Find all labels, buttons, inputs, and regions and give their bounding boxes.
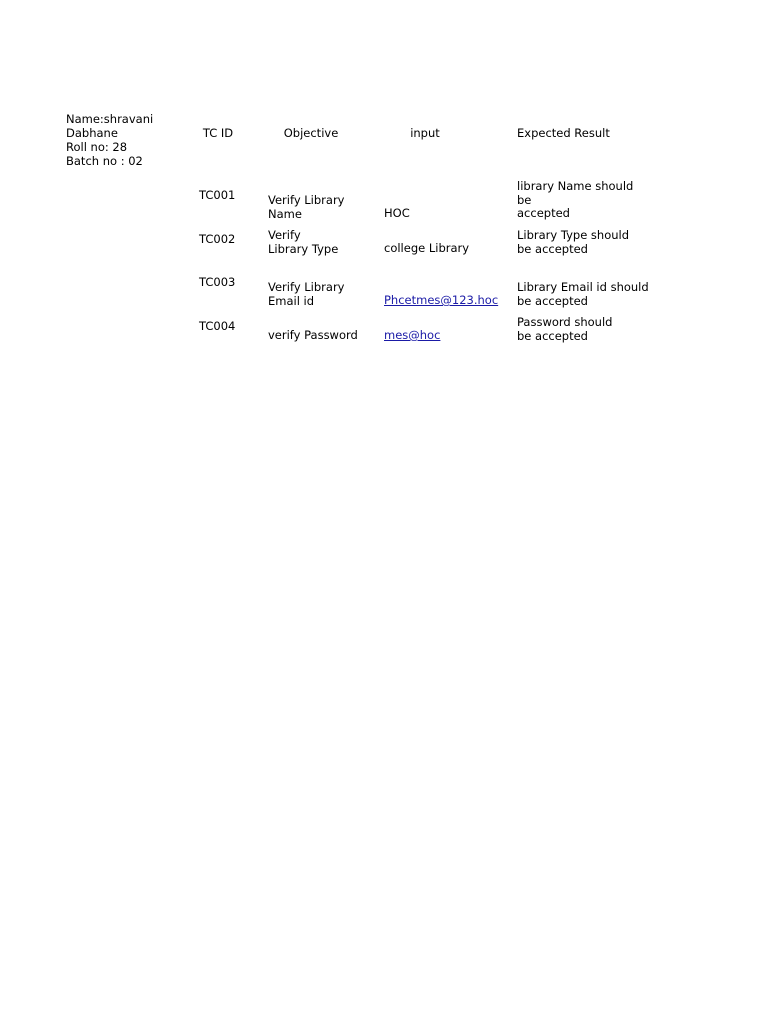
row1-tc-id: TC001 xyxy=(199,188,236,202)
header-input: input xyxy=(410,126,440,140)
row2-objective: Verify Library Type xyxy=(268,228,339,256)
student-name-line2: Dabhane xyxy=(66,126,118,140)
student-name-line1: Name:shravani xyxy=(66,112,154,126)
row3-tc-id: TC003 xyxy=(199,275,236,289)
header-objective: Objective xyxy=(283,126,339,140)
row3-input-email-link[interactable]: Phcetmes@123.hoc xyxy=(384,293,499,307)
row2-expected-result: Library Type should be accepted xyxy=(517,228,630,256)
row1-input: HOC xyxy=(384,206,410,220)
row4-tc-id: TC004 xyxy=(199,319,236,333)
row1-objective: Verify Library Name xyxy=(268,193,345,221)
header-expected-result: Expected Result xyxy=(517,126,610,140)
row4-expected-result: Password should be accepted xyxy=(517,315,613,343)
row1-expected-result: library Name should be accepted xyxy=(517,179,634,220)
row4-objective: verify Password xyxy=(268,328,358,342)
row2-input: college Library xyxy=(384,241,470,255)
row3-expected-result: Library Email id should be accepted xyxy=(517,280,649,308)
header-tc-id: TC ID xyxy=(202,126,234,140)
row3-objective: Verify Library Email id xyxy=(268,280,345,308)
row2-tc-id: TC002 xyxy=(199,232,236,246)
student-batch-number: Batch no : 02 xyxy=(66,154,143,168)
row4-input-password-link[interactable]: mes@hoc xyxy=(384,328,441,342)
student-roll-number: Roll no: 28 xyxy=(66,140,128,154)
